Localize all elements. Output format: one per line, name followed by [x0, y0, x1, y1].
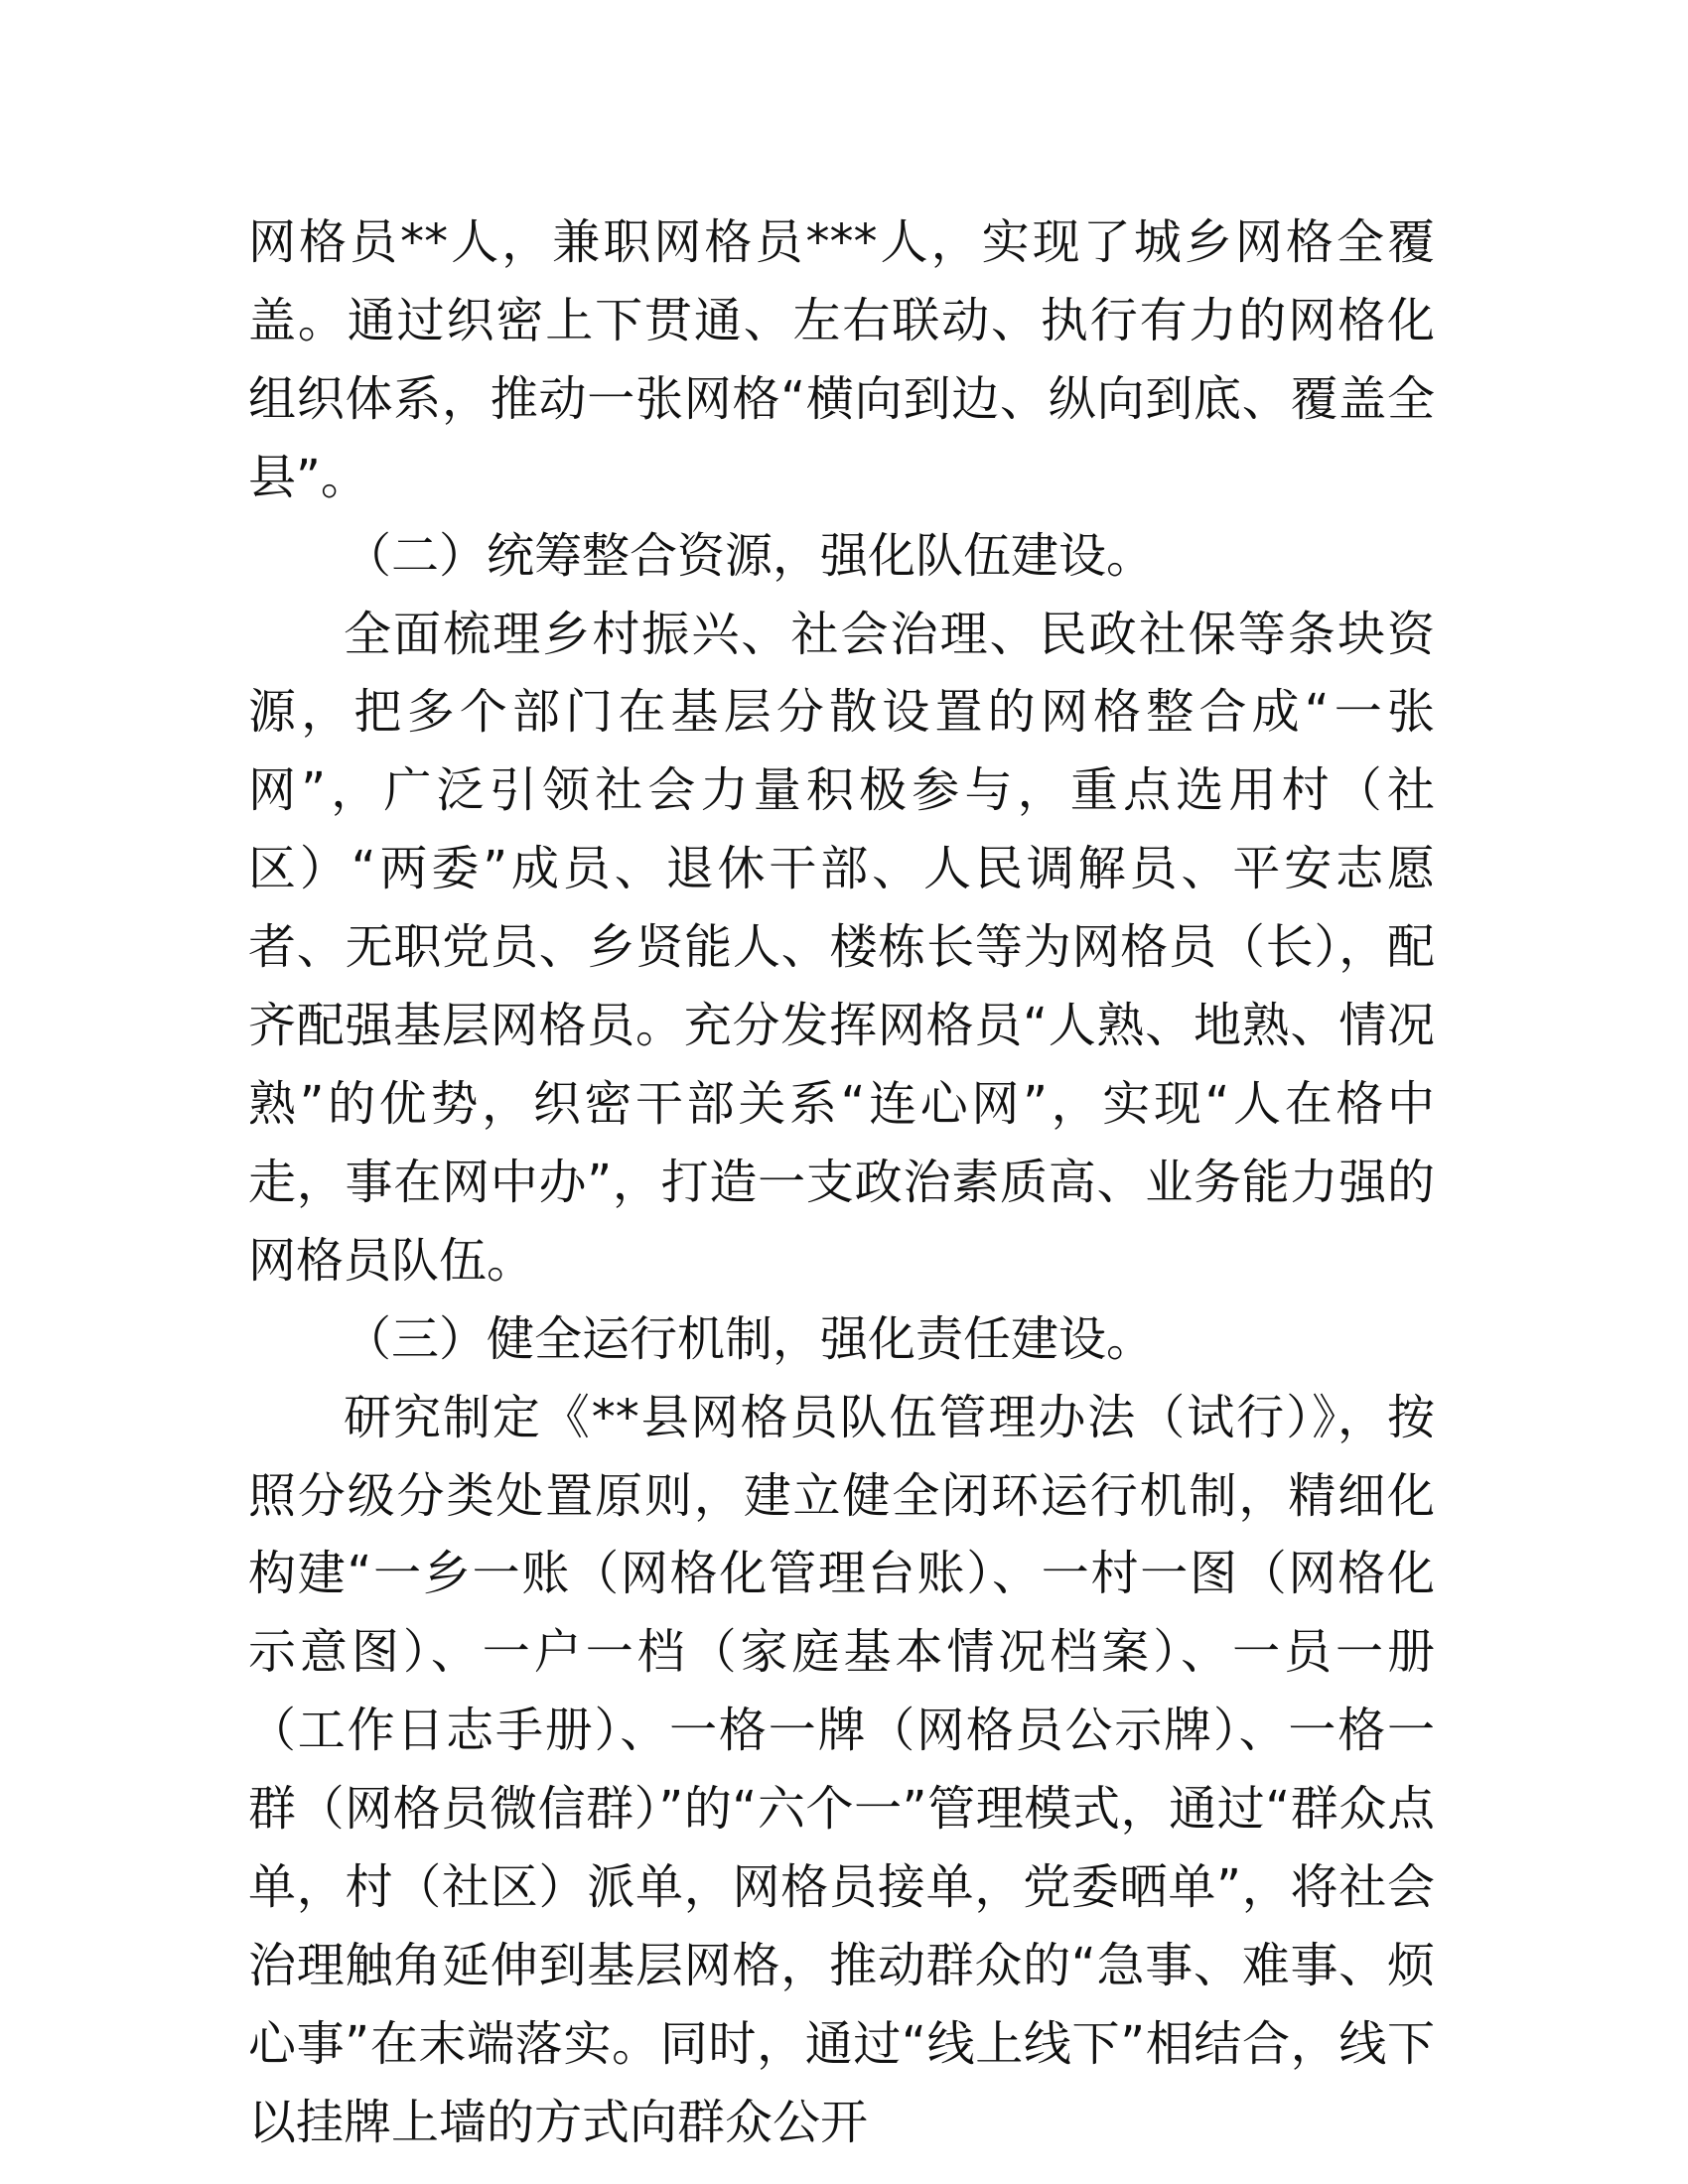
- section-heading-2: （二）统筹整合资源，强化队伍建设。: [344, 527, 1155, 584]
- document-body: [248, 204, 1435, 2162]
- paragraph-team-building: 全面梳理乡村振兴、社会治理、民政社保等条块资源，把多个部门在基层分散设置的网格整合成“一张网”，广泛引领社会力量积极参与，重点选用村（社区）“两委”成员、退休干部、人民调解员、平安志愿者、无职党员、乡贤能人、楼栋长等为网格员（长），配齐配强基层网格员。充分发挥网格员“人熟、地熟、情况熟”的优势，织密干部关系“连心网”，实现“人在格中走，事在网中办”，打造一支政治素质高、业务能力强的网格员队伍。: [248, 606, 1435, 1289]
- section-heading-3: （三）健全运行机制，强化责任建设。: [344, 1310, 1155, 1367]
- paragraph-mechanism: 研究制定《**县网格员队伍管理办法（试行）》，按照分级分类处置原则，建立健全闭环运行机制，精细化构建“一乡一账（网格化管理台账）、一村一图（网格化示意图）、一户一档（家庭基本情况档案）、一员一册（工作日志手册）、一格一牌（网格员公示牌）、一格一群（网格员微信群）”的“六个一”管理模式，通过“群众点单，村（社区）派单，网格员接单，党委晒单”，将社会治理触角延伸到基层网格，推动群众的“急事、难事、烦心事”在末端落实。同时，通过“线上线下”相结合，线下以挂牌上墙的方式向群众公开: [248, 1389, 1435, 2150]
- paragraph-continued: 网格员**人，兼职网格员***人，实现了城乡网格全覆盖。通过织密上下贯通、左右联动、执行有力的网格化组织体系，推动一张网格“横向到边、纵向到底、覆盖全县”。: [248, 214, 1435, 505]
